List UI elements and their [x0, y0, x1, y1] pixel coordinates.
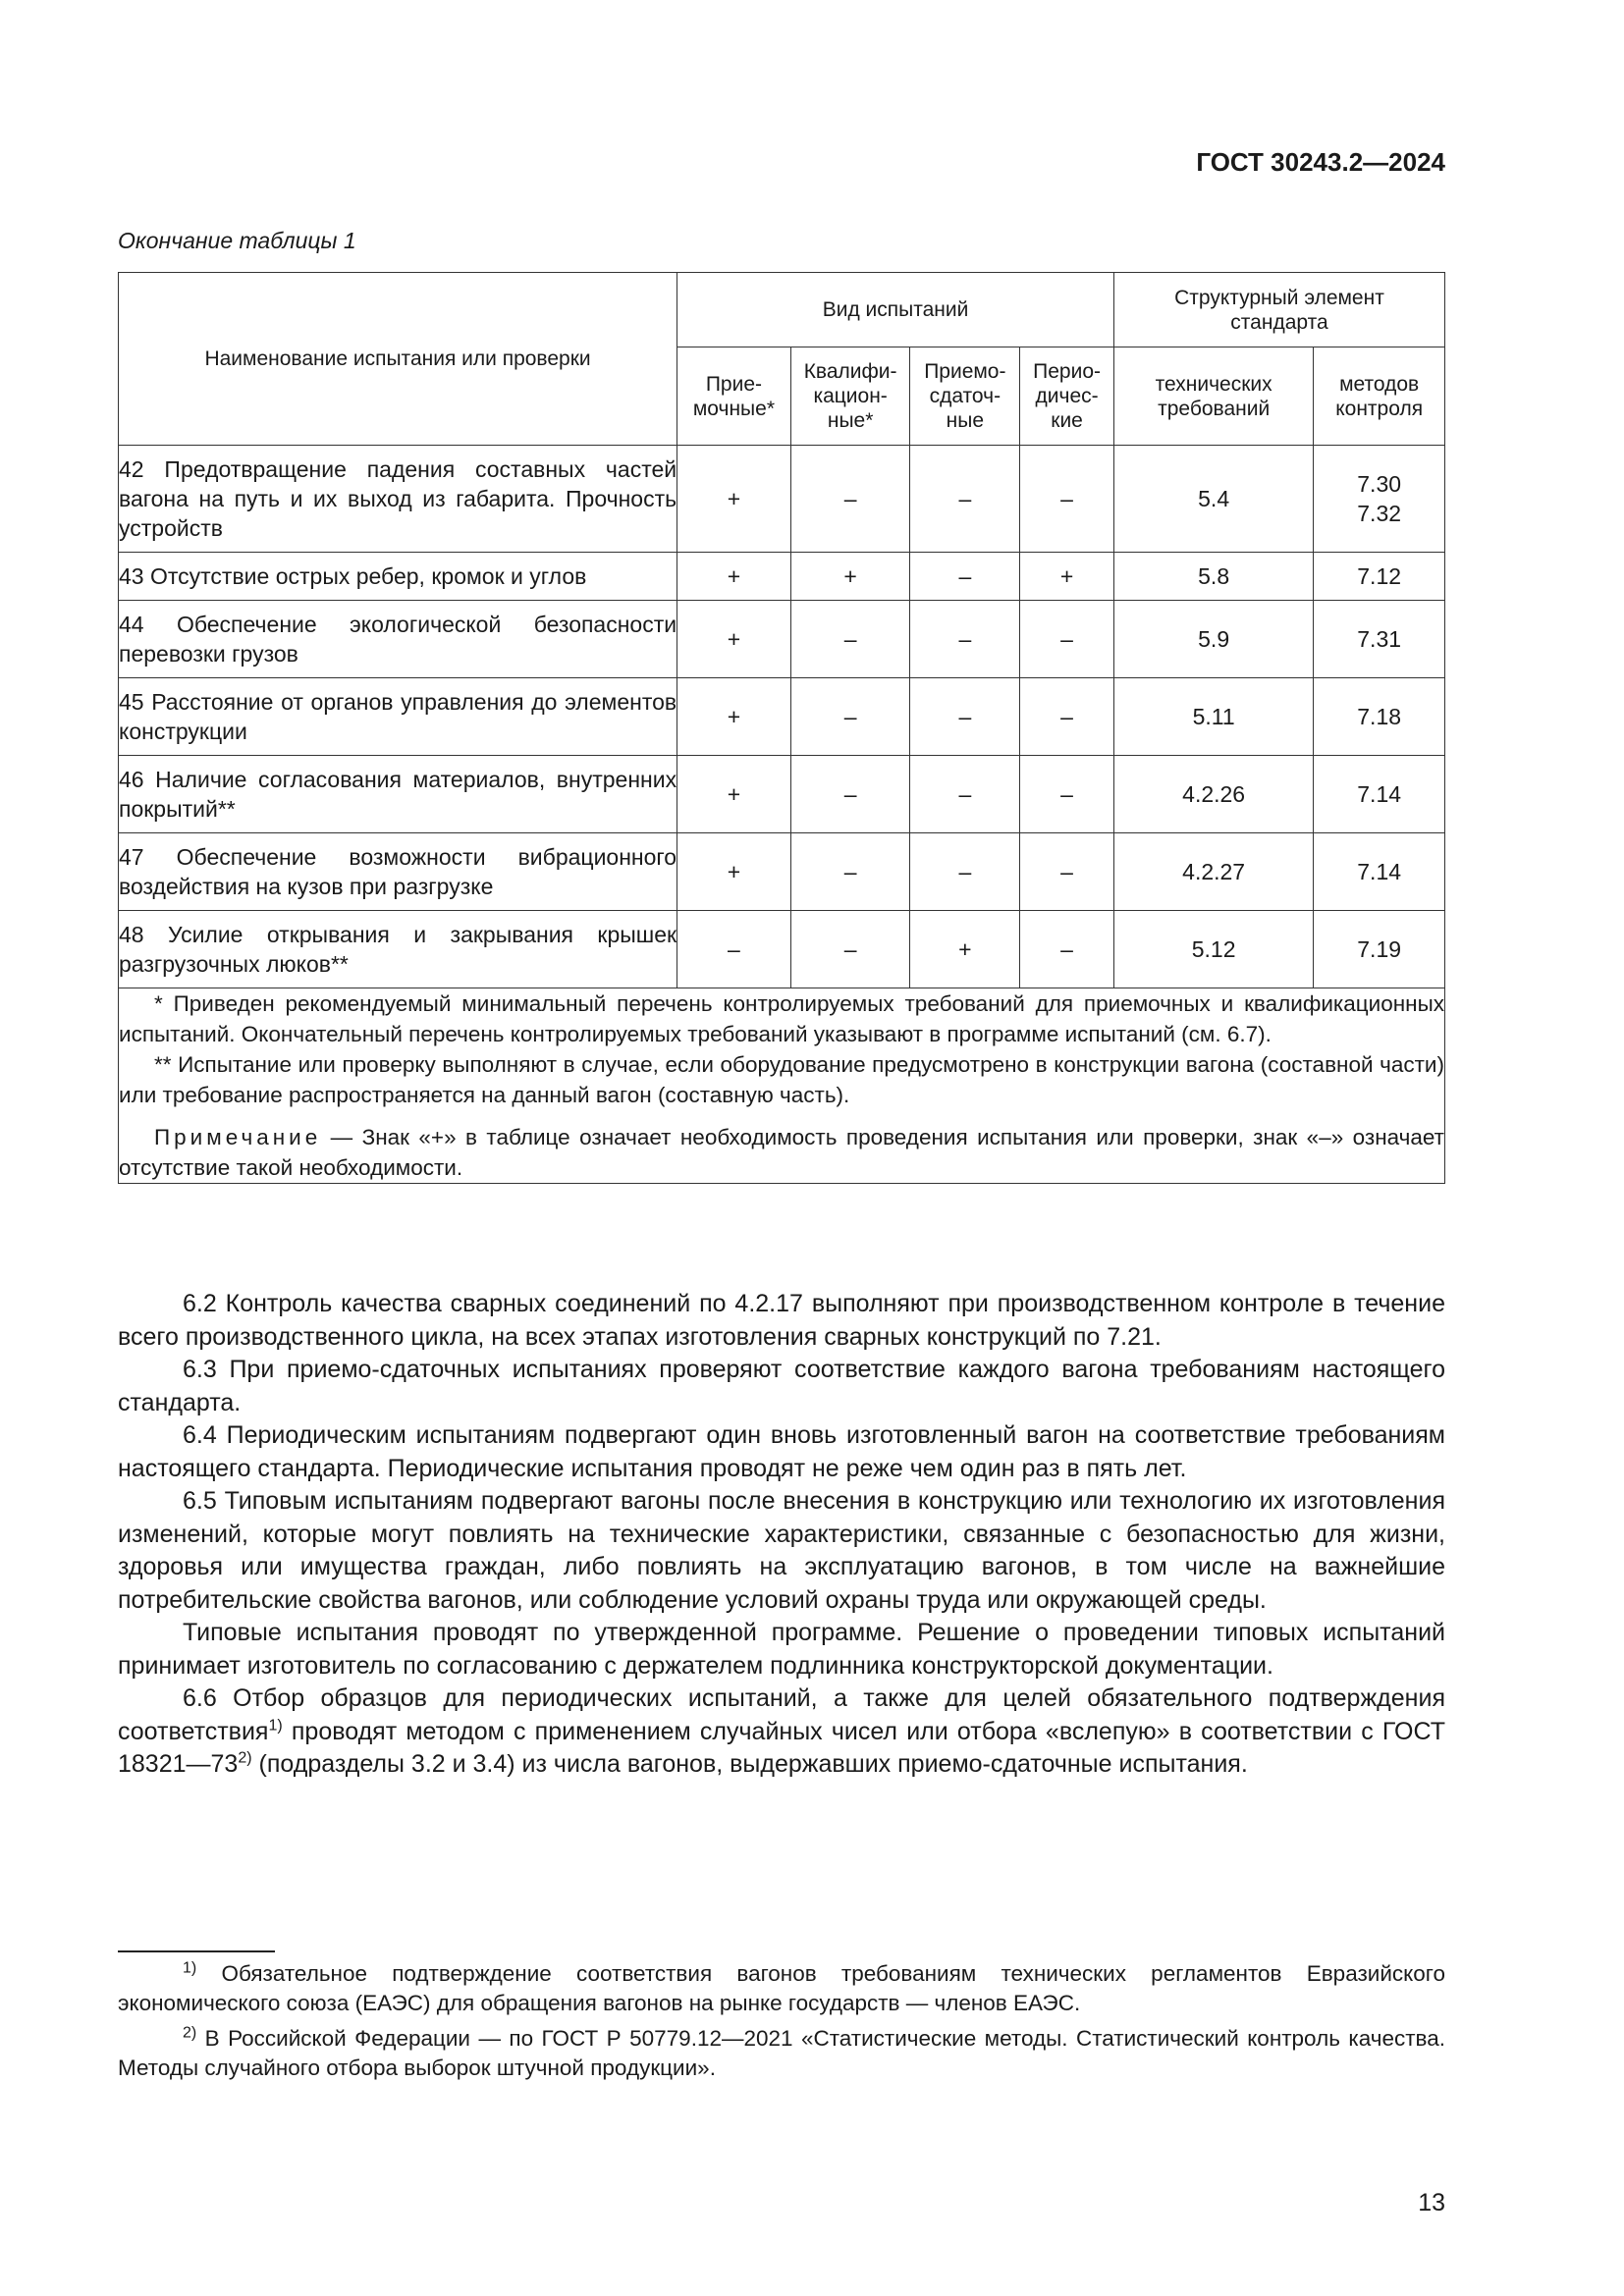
footnote-ref-1: 1) — [268, 1717, 283, 1735]
header-structural-element: Структурный элемент стандарта — [1113, 273, 1444, 347]
control-method-ref: 7.14 — [1314, 756, 1445, 833]
technical-requirement-ref: 5.12 — [1113, 911, 1313, 988]
test-name: 43 Отсутствие острых ребер, кромок и углов — [119, 553, 677, 601]
note-text: — Знак «+» в таблице означает необходимость проведения испытания или проверки, знак «–» означает отсутствие такой необходимости. — [119, 1125, 1444, 1180]
header-acceptance: Прие-мочные* — [677, 347, 791, 446]
header-control-methods: методов контроля — [1314, 347, 1445, 446]
acceptance-mark: + — [677, 833, 791, 911]
footnote-ref-2: 2) — [238, 1749, 252, 1767]
table-row — [119, 911, 1445, 988]
delivery-mark: – — [910, 601, 1020, 678]
paragraph-6-6-part-3: (подразделы 3.2 и 3.4) из числа вагонов, выдержавших приемо-сдаточные испытания. — [251, 1750, 1248, 1778]
periodic-mark: – — [1020, 601, 1114, 678]
control-method-ref: 7.30 7.32 — [1314, 446, 1445, 553]
test-name: 44 Обеспечение экологической безопасности перевозки грузов — [119, 601, 677, 678]
header-qualification: Квалифи-кацион-ные* — [790, 347, 910, 446]
table-footnote-2: ** Испытание или проверку выполняют в случае, если оборудование предусмотрено в конструкции вагона (составной части) или требование распространяется на данный вагон (составную часть). — [119, 1052, 1444, 1107]
header-delivery: Приемо-сдаточ-ные — [910, 347, 1020, 446]
table-row — [119, 446, 1445, 553]
paragraph-6-5: 6.5 Типовым испытаниям подвергают вагоны после внесения в конструкцию или технологию их изготовления изменений, которые могут повлиять на технические характеристики, связанные с безопасностью для жизни, здоровья или имущества граждан, либо повлиять на эксплуатацию вагонов, в том числе на важнейшие потребительские свойства вагонов, или соблюдение условий охраны труда или окружающей среды. — [118, 1487, 1445, 1614]
table-row — [119, 678, 1445, 756]
delivery-mark: + — [910, 911, 1020, 988]
control-method-ref: 7.12 — [1314, 553, 1445, 601]
footnotes — [118, 1959, 1445, 2089]
test-name: 47 Обеспечение возможности вибрационного воздействия на кузов при разгрузке — [119, 833, 677, 911]
technical-requirement-ref: 5.8 — [1113, 553, 1313, 601]
footnote-1 — [118, 1959, 1445, 2018]
delivery-mark: – — [910, 678, 1020, 756]
header-periodic: Перио-дичес-кие — [1020, 347, 1114, 446]
test-name: 45 Расстояние от органов управления до элементов конструкции — [119, 678, 677, 756]
acceptance-mark: + — [677, 678, 791, 756]
table-notes — [119, 988, 1445, 1184]
periodic-mark: – — [1020, 833, 1114, 911]
paragraph-6-2: 6.2 Контроль качества сварных соединений по 4.2.17 выполняют при производственном контроле в течение всего производственного цикла, на всех этапах изготовления сварных конструкций по 7.21. — [118, 1290, 1445, 1351]
periodic-mark: + — [1020, 553, 1114, 601]
test-name: 46 Наличие согласования материалов, внутренних покрытий** — [119, 756, 677, 833]
technical-requirement-ref: 5.4 — [1113, 446, 1313, 553]
footnote-1-text: Обязательное подтверждение соответствия вагонов требованиям технических регламентов Евразийского экономического союза (ЕАЭС) для обращения вагонов на рынке государств — членов ЕАЭС. — [118, 1961, 1445, 2015]
technical-requirement-ref: 4.2.26 — [1113, 756, 1313, 833]
delivery-mark: – — [910, 756, 1020, 833]
paragraph-6-4: 6.4 Периодическим испытаниям подвергают один вновь изготовленный вагон на соответствие требованиям настоящего стандарта. Периодические испытания проводят не реже чем один раз в пять лет. — [118, 1421, 1445, 1482]
header-test-name: Наименование испытания или проверки — [119, 273, 677, 446]
table-row — [119, 833, 1445, 911]
test-name: 48 Усилие открывания и закрывания крышек разгрузочных люков** — [119, 911, 677, 988]
document-id: ГОСТ 30243.2—2024 — [1196, 147, 1445, 177]
qualification-mark: – — [790, 756, 910, 833]
acceptance-mark: + — [677, 601, 791, 678]
footnote-2-text: В Российской Федерации — по ГОСТ Р 50779.12—2021 «Статистические методы. Статистический контроль качества. Методы случайного отбора выборок штучной продукции». — [118, 2026, 1445, 2080]
page-number: 13 — [1418, 2189, 1445, 2216]
header-technical-requirements: технических требований — [1113, 347, 1313, 446]
table-row — [119, 601, 1445, 678]
tests-table — [118, 272, 1445, 1184]
footnote-2-mark: 2) — [183, 2024, 197, 2042]
table-note — [119, 1122, 1444, 1183]
body-text — [118, 1288, 1445, 1782]
paragraph-6-3: 6.3 При приемо-сдаточных испытаниях проверяют соответствие каждого вагона требованиям настоящего стандарта. — [118, 1356, 1445, 1416]
footnote-2 — [118, 2024, 1445, 2083]
note-label: Примечание — [154, 1125, 322, 1149]
table-caption: Окончание таблицы 1 — [118, 228, 356, 253]
qualification-mark: + — [790, 553, 910, 601]
paragraph-6-6 — [118, 1682, 1445, 1782]
table-row — [119, 756, 1445, 833]
delivery-mark: – — [910, 553, 1020, 601]
technical-requirement-ref: 4.2.27 — [1113, 833, 1313, 911]
paragraph-6-6-part-1: 6.6 Отбор образцов для периодических испытаний, а также для целей обязательного подтверждения соответствия — [118, 1684, 1445, 1745]
paragraph-6-6-part-2: проводят методом с применением случайных чисел или отбора «вслепую» в соответствии с ГОСТ 18321—73 — [118, 1717, 1445, 1778]
acceptance-mark: + — [677, 553, 791, 601]
qualification-mark: – — [790, 833, 910, 911]
periodic-mark: – — [1020, 756, 1114, 833]
table-notes-row — [119, 988, 1445, 1184]
acceptance-mark: – — [677, 911, 791, 988]
qualification-mark: – — [790, 911, 910, 988]
acceptance-mark: + — [677, 756, 791, 833]
header-row-1 — [119, 273, 1445, 347]
table-row — [119, 553, 1445, 601]
control-method-ref: 7.14 — [1314, 833, 1445, 911]
delivery-mark: – — [910, 833, 1020, 911]
control-method-ref: 7.18 — [1314, 678, 1445, 756]
paragraph-type-tests: Типовые испытания проводят по утвержденной программе. Решение о проведении типовых испытаний принимает изготовитель по согласованию с держателем подлинника конструкторской документации. — [118, 1619, 1445, 1680]
footnote-divider — [118, 1950, 275, 1952]
table-footnote-1: * Приведен рекомендуемый минимальный перечень контролируемых требований для приемочных и квалификационных испытаний. Окончательный перечень контролируемых требований указывают в программе испытаний (см. 6.7). — [119, 991, 1444, 1046]
header-test-kind: Вид испытаний — [677, 273, 1114, 347]
technical-requirement-ref: 5.11 — [1113, 678, 1313, 756]
periodic-mark: – — [1020, 911, 1114, 988]
control-method-ref: 7.19 — [1314, 911, 1445, 988]
test-name: 42 Предотвращение падения составных частей вагона на путь и их выход из габарита. Прочность устройств — [119, 446, 677, 553]
technical-requirement-ref: 5.9 — [1113, 601, 1313, 678]
qualification-mark: – — [790, 601, 910, 678]
qualification-mark: – — [790, 446, 910, 553]
periodic-mark: – — [1020, 678, 1114, 756]
footnote-1-mark: 1) — [183, 1959, 197, 1977]
qualification-mark: – — [790, 678, 910, 756]
periodic-mark: – — [1020, 446, 1114, 553]
delivery-mark: – — [910, 446, 1020, 553]
acceptance-mark: + — [677, 446, 791, 553]
control-method-ref: 7.31 — [1314, 601, 1445, 678]
